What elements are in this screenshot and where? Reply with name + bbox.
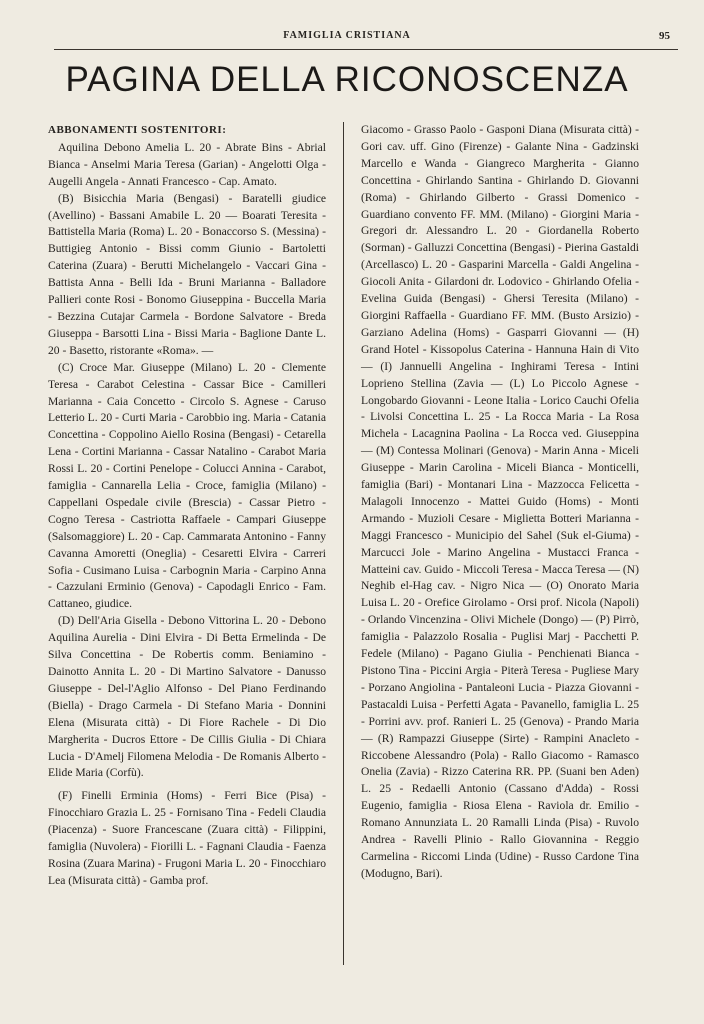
paragraph-a: Aquilina Debono Amelia L. 20 - Abrate Bins - Abrial Bianca - Anselmi Maria Teresa (Garian) - Angelotti Olga - Augelli Angela - Annati Francesco - Cap. Amato. xyxy=(48,140,326,188)
magazine-title: FAMIGLIA CRISTIANA xyxy=(283,30,411,41)
paragraph-c: (C) Croce Mar. Giuseppe (Milano) L. 20 - Clemente Teresa - Carabot Celestina - Cassar Bice - Camilleri Marianna - Caia Concetto - Circolo S. Agnese - Caruso Letterio L. 20 - Curti Maria - Carobbio ing. Maria - Catania Concettina - Coppolino Aiello Rosina (Bengasi) - Cetarella Lena - Cortini Marianna - Cassar Natalino - Carabot Maria Rossi L. 20 - Cortini Penelope - Colucci Annina - Carabot, famiglia - Cannarella Lelia - Croce, famiglia (Milano) - Cappellani Ospedale civile (Brescia) - Cassar Pietro - Cogno Teresa - Castriotta Raffaele - Campari Giuseppe (Salsomaggiore) L. 20 - Cap. Cammarata Antonino - Fanny Cavanna Amoretti (Oneglia) - Cesaretti Elvira - Carreri Sofia - Cusimano Luisa - Carbognin Maria - Carpino Anna - Cazzulani Erminio (Genova) - Capodagli Enrico - Fam. Cattaneo, giudice. xyxy=(48,360,326,611)
section-heading: ABBONAMENTI SOSTENITORI: xyxy=(48,124,227,136)
paragraph-b: (B) Bisicchia Maria (Bengasi) - Baratelli giudice (Avellino) - Bassani Amabile L. 20 — Boarati Teresita - Battistella Maria (Roma) L. 20 - Bonaccorso S. (Messina) - Buttigieg Antonio - Bissi comm Giunio - Bartoletti Caterina (Zuara) - Berutti Michelangelo - Vaccari Gina - Battista Anna - Belli Ida - Bruni Marianna - Balladore Pallieri conte Rosi - Bonomo Giuseppina - Buccella Maria - Bezzina Cutajar Carmela - Bordone Salvatore - Breda Giuseppa - Barsotti Lina - Bissi Maria - Baglione Dante L. 20 - Basetto, ristorante «Roma». — xyxy=(48,191,326,357)
page-number: 95 xyxy=(659,30,670,42)
paragraph-g-to-r: Giacomo - Grasso Paolo - Gasponi Diana (Misurata città) - Gori cav. uff. Gino (Firenze) - Galante Nina - Gadzinski Marcello e Wanda - Giangreco Margherita - Gianno Concettina - Ghirlando Santina - Ghirlando D. Giovanni (Roma) - Ghirlando Gilberto - Grassi Domenico - Guardiano convento FF. MM. (Milano) - Giorgini Maria - Gregori dr. Alessandro L. 20 - Giordanella Roberto (Sorman) - Galluzzi Concettina (Bengasi) - Pierina Gastaldi (Arcellasco) L. 20 - Gasparini Marcella - Galdi Angelina - Giocoli Anita - Gilardoni dr. Lodovico - Ghirlando Ofelia - Evelina Guida (Bengasi) - Ghersi Teresita (Milano) - Giorgini Raffaella - Guardiano FF. MM. (Busto Arsizio) - Garziano Adelina (Homs) - Gasparri Giovanni — (H) Grand Hotel - Kissopolus Caterina - Hannuna Hain di Vito — (I) Jannuelli Angelina - Inghirami Teresa - Intini Loprieno Stellina (Zavia — (L) Lo Piccolo Agnese - Longobardo Giovanni - Leone Italia - Lorico Cauchi Ofelia - Livolsi Concettina L. 25 - La Rocca Maria - La Rosa Michela - Lacagnina Paolina - La Rocca ved. Giuseppina — (M) Contessa Molinari (Genova) - Marin Anna - Miceli Giuseppe - Marin Carolina - Miceli Bianca - Monticelli, famiglia (Bari) - Montanari Lina - Mazzocca Felicetta - Malagoli Innocenzo - Mattei Guido (Homs) - Monti Armando - Muzioli Cesare - Miglietta Botteri Marianna - Maggi Francesco - Municipio del Sahel (Suk el-Giuma) - Marcucci Jole - Marino Angelina - Mustacci Franca - Mattеini cav. Guido - Miccoli Teresa - Macca Teresa — (N) Neghib el-Hag cav. - Nigro Nica — (O) Onorato Maria Luisa L. 20 - Orefice Girolamo - Orsi prof. Nicola (Napoli) - Orlando Vincenzina - Olivi Michele (Dongo) — (P) Pirrò, famiglia - Palazzolo Rosalia - Puglisi Marj - Pacchetti P. Fedele (Milano) - Pagano Giulia - Penchienati Bianca - Pistono Tina - Piccini Argia - Piterà Teresa - Pugliese Mary - Porzano Angiolina - Pantaleoni Lucia - Piazza Giovanni - Pastacaldi Luisa - Perfetti Agata - Pavanello, famiglia L. 25 - Porrini avv. prof. Ranieri L. 25 (Genova) - Prando Maria — (R) Rampazzi Giuseppe (Sirte) - Rampini Anacleto - Riccobene Alessandro (Pola) - Rallo Giacomo - Ramasco Onelia (Zavia) - Rizzo Caterina RR. PP. (Suani ben Aden) L. 25 - Redaelli Antonio (Cassano d'Adda) - Rossi Eugenio, famiglia - Riosa Elena - Raviola dr. Emilio - Romano Annunziata L. 20 Ramalli Linda (Pisa) - Ruvolo Andrea - Ravelli Plinio - Rallo Giovannina - Reggio Carmelina - Riccomi Linda (Udine) - Russo Cardone Tina (Modugno, Bari). xyxy=(361,123,639,880)
header-rule xyxy=(54,49,678,50)
left-column xyxy=(48,122,326,890)
paragraph-d: (D) Dell'Aria Gisella - Debono Vittorina L. 20 - Debono Aquilina Aurelia - Dini Elvira - Di Bettа Ermelinda - De Silva Concettina - De Robertis comm. Beniamino - Dainotto Annita L. 20 - Di Martino Salvatore - Danusso Giuseppe - Del-l'Aglio Alfonso - Del Piano Ferdinando (Biella) - Drago Carmela - Di Stefano Maria - Donnini Elena (Misurata città) - Di Fiore Rachele - Di Dio Margherita - Ducros Ettore - De Cillis Giulia - Di Chiara Lucia - D'Amelj Filomena Melodia - De Romanis Alberto - Elide Maria (Corfù). xyxy=(48,614,326,780)
column-divider xyxy=(343,122,344,965)
page-title: PAGINA DELLA RICONOSCENZA xyxy=(65,60,629,99)
right-column xyxy=(361,122,639,883)
paragraph-f: (F) Finelli Erminia (Homs) - Ferri Bice (Pisa) - Finocchiaro Grazia L. 25 - Fornisano Tina - Fedeli Claudia (Piacenza) - Suore Francescane (Zuara città) - Filippini, famiglia (Nuvolera) - Fiorilli L. - Fagnani Claudia - Faenza Rosina (Zuara Marina) - Frugoni Maria L. 20 - Finocchiaro Lea (Misurata città) - Gamba prof. xyxy=(48,789,326,887)
running-header xyxy=(54,30,670,44)
